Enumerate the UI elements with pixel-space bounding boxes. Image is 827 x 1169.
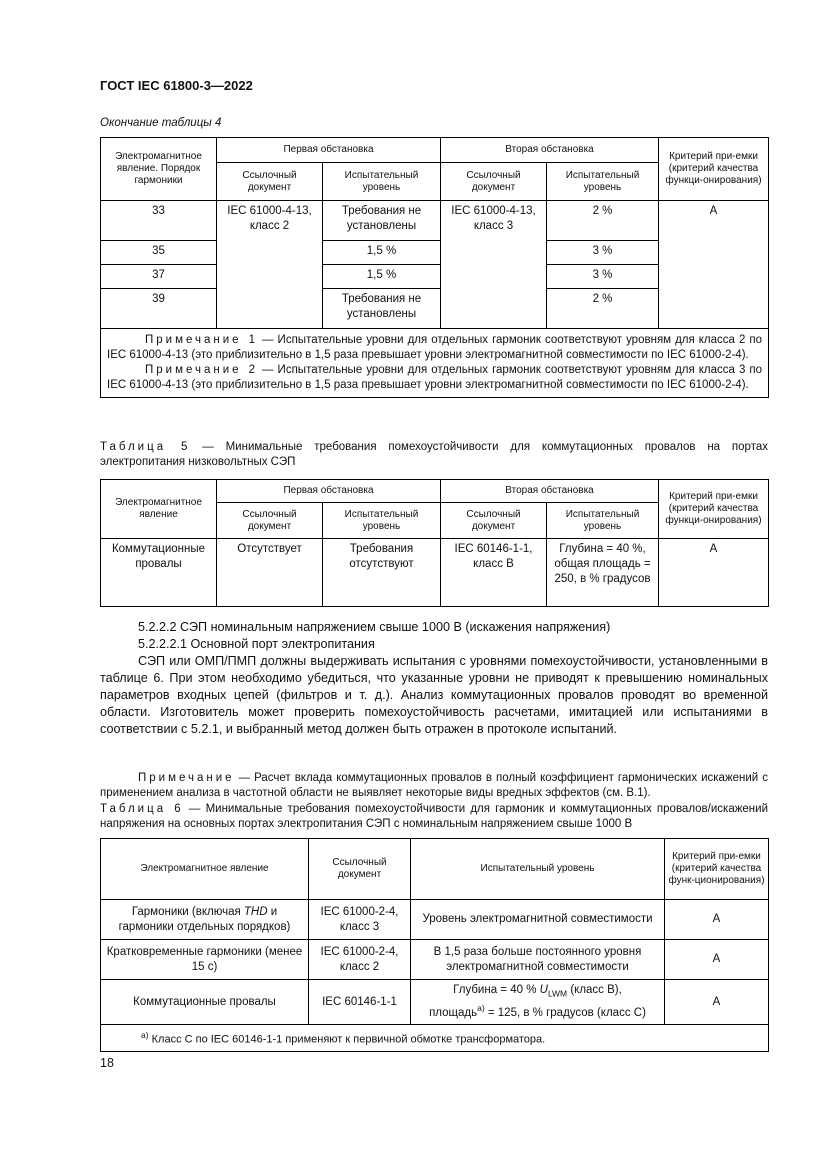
t6-title: — Минимальные требования помехоустойчивости для гармоник и коммутационных провалов/искажений напряжения на основных портах электропитания СЭП с номинальным напряжением свыше 1000 В (100, 803, 768, 830)
table-row (101, 900, 769, 940)
table6-caption (100, 802, 768, 832)
t6-r1-level: Уровень электромагнитной совместимости (411, 900, 665, 940)
section-paragraph: СЭП или ОМП/ПМП должны выдерживать испытания с уровнями помехоустойчивости, установленными в таблице 6. При этом необходимо убедиться, что указанные уровни не приводят к превышению номинальных параметров входных цепей (фильтров и т. д.). Анализ коммутационных провалов проводят во временной области. Изготовитель может проверить помехоустойчивость расчетами, имитацией или испытаниями в соответствии с 5.2.1, и выбранный метод должен быть отражен в протоколе испытаний. (100, 654, 768, 736)
section-heading-5-2-2-2-1: 5.2.2.2.1 Основной порт электропитания (138, 637, 375, 651)
section-note (100, 771, 768, 801)
document-header: ГОСТ IEC 61800-3—2022 (100, 78, 253, 93)
t4-ref2: IEC 61000-4-13, класс 3 (441, 201, 547, 329)
t4-note1-text: — Испытательные уровни для отдельных гармоник соответствуют уровням для класса 2 по IEC 61000-4-13 (это приблизительно в 1,5 раза превышает уровни электромагнитной совместимости по IEC 61000-2-4). (107, 334, 763, 361)
t6-r3-phenomenon: Коммутационные провалы (101, 980, 309, 1025)
table-row (101, 980, 769, 1025)
t6-header-level: Испытательный уровень (411, 839, 665, 900)
t6-r1-ph-b: и гармоники отдельных порядков) (118, 905, 291, 933)
t4-level1: 1,5 % (323, 265, 441, 289)
t5-phenomenon: Коммутационные провалы (101, 539, 217, 607)
t4-order: 35 (101, 241, 217, 265)
t6-r2-phenomenon: Кратковременные гармоники (менее 15 с) (101, 940, 309, 980)
t6-r3-criterion: A (665, 980, 769, 1025)
t5-ref1: Отсутствует (217, 539, 323, 607)
t6-r1-ref: IEC 61000-2-4, класс 3 (309, 900, 411, 940)
t4-level2: 3 % (547, 265, 659, 289)
t4-note2-label: Примечание 2 (145, 364, 258, 376)
t6-r3-level-d: = 125, в % градусов (класс C) (484, 1007, 646, 1020)
table-4 (100, 137, 769, 398)
section-body (100, 619, 768, 738)
t4-level1: Требования не установлены (323, 201, 441, 241)
t6-r3-level-b: (класс B), (567, 984, 622, 996)
t5-title: — Минимальные требования помехоустойчивости для коммутационных провалов на портах электропитания низковольтных СЭП (100, 441, 768, 468)
t5-level1: Требования отсутствуют (323, 539, 441, 607)
t4-level2: 3 % (547, 241, 659, 265)
t5-ref2: IEC 60146-1-1, класс B (441, 539, 547, 607)
table5-caption (100, 440, 768, 470)
t6-r2-ref: IEC 61000-2-4, класс 2 (309, 940, 411, 980)
page-number: 18 (100, 1056, 114, 1070)
t4-note-2 (107, 363, 762, 393)
t6-r2-criterion: A (665, 940, 769, 980)
t5-level2: Глубина = 40 %, общая площадь = 250, в % градусов (547, 539, 659, 607)
t6-r1-ph-a: Гармоники (включая (131, 905, 244, 918)
section-note-text: — Расчет вклада коммутационных провалов в полный коэффициент гармонических искажений с применением анализа в частотной области не выявляет некоторые виды вредных эффектов (см. В.1). (100, 772, 768, 799)
t6-r1-criterion: A (665, 900, 769, 940)
t4-note1-label: Примечание 1 (145, 334, 258, 346)
t4-level2: 2 % (547, 289, 659, 329)
t6-r1-thd: THD (243, 905, 268, 918)
t5-header-ref1: Ссылочный документ (217, 503, 323, 539)
t6-r3-level-sup: a) (477, 1003, 485, 1014)
t6-header-phenomenon: Электромагнитное явление (101, 839, 309, 900)
t5-header-phenomenon: Электромагнитное явление (101, 480, 217, 539)
t4-header-level2: Испытательный уровень (547, 163, 659, 201)
t6-footnote-mark: a) (141, 1030, 149, 1041)
t5-header-level1: Испытательный уровень (323, 503, 441, 539)
table-row (101, 201, 769, 241)
t4-header-env2: Вторая обстановка (441, 138, 659, 163)
table4-continuation-caption: Окончание таблицы 4 (100, 117, 222, 129)
t4-header-phenomenon: Электромагнитное явление. Порядок гармоники (101, 138, 217, 201)
t4-header-env1: Первая обстановка (217, 138, 441, 163)
t6-r3-level (411, 980, 665, 1025)
table-row (101, 539, 769, 607)
t5-label: Таблица 5 (100, 441, 191, 453)
t6-header-criterion: Критерий при-емки (критерий качества функ-ционирования) (665, 839, 769, 900)
t6-r3-ref: IEC 60146-1-1 (309, 980, 411, 1025)
t4-order: 33 (101, 201, 217, 241)
t4-order: 39 (101, 289, 217, 329)
t6-footnote (101, 1025, 769, 1052)
t6-header-ref: Ссылочный документ (309, 839, 411, 900)
t5-criterion: A (659, 539, 769, 607)
table-6 (100, 838, 769, 1052)
section-note-label: Примечание (138, 772, 235, 784)
t4-header-ref2: Ссылочный документ (441, 163, 547, 201)
t4-header-ref1: Ссылочный документ (217, 163, 323, 201)
t6-r3-level-c: площадь (429, 1007, 478, 1020)
section-heading-5-2-2-2: 5.2.2.2 СЭП номинальным напряжением свыше 1000 В (искажения напряжения) (138, 620, 611, 634)
t5-header-env2: Вторая обстановка (441, 480, 659, 503)
t6-r1-phenomenon (101, 900, 309, 940)
t4-header-criterion: Критерий при-емки (критерий качества функци-онирования) (659, 138, 769, 201)
t5-header-level2: Испытательный уровень (547, 503, 659, 539)
t6-r3-level-sub: LWM (547, 988, 568, 999)
t4-level2: 2 % (547, 201, 659, 241)
t5-header-ref2: Ссылочный документ (441, 503, 547, 539)
t6-r2-level: В 1,5 раза больше постоянного уровня электромагнитной совместимости (411, 940, 665, 980)
t6-label: Таблица 6 (100, 803, 184, 815)
t4-header-level1: Испытательный уровень (323, 163, 441, 201)
t4-notes (101, 329, 769, 398)
t4-note2-text: — Испытательные уровни для отдельных гармоник соответствуют уровням для класса 3 по IEC 61000-4-13 (это приблизительно в 1,5 раза превышает уровни электромагнитной совместимости по IEC 61000-2-4). (107, 364, 763, 391)
t4-note-1 (107, 333, 762, 363)
t6-r3-level-a: Глубина = 40 % (453, 984, 540, 996)
t4-level1: 1,5 % (323, 241, 441, 265)
table-row (101, 940, 769, 980)
table-5 (100, 479, 769, 607)
t5-header-criterion: Критерий при-емки (критерий качества функци-онирования) (659, 480, 769, 539)
t6-footnote-text: Класс C по IEC 60146-1-1 применяют к первичной обмотке трансформатора. (148, 1033, 546, 1046)
t4-ref1: IEC 61000-4-13, класс 2 (217, 201, 323, 329)
t4-criterion: A (659, 201, 769, 329)
t5-header-env1: Первая обстановка (217, 480, 441, 503)
t6-r3-level-u: U (539, 984, 548, 996)
t4-level1: Требования не установлены (323, 289, 441, 329)
t4-order: 37 (101, 265, 217, 289)
